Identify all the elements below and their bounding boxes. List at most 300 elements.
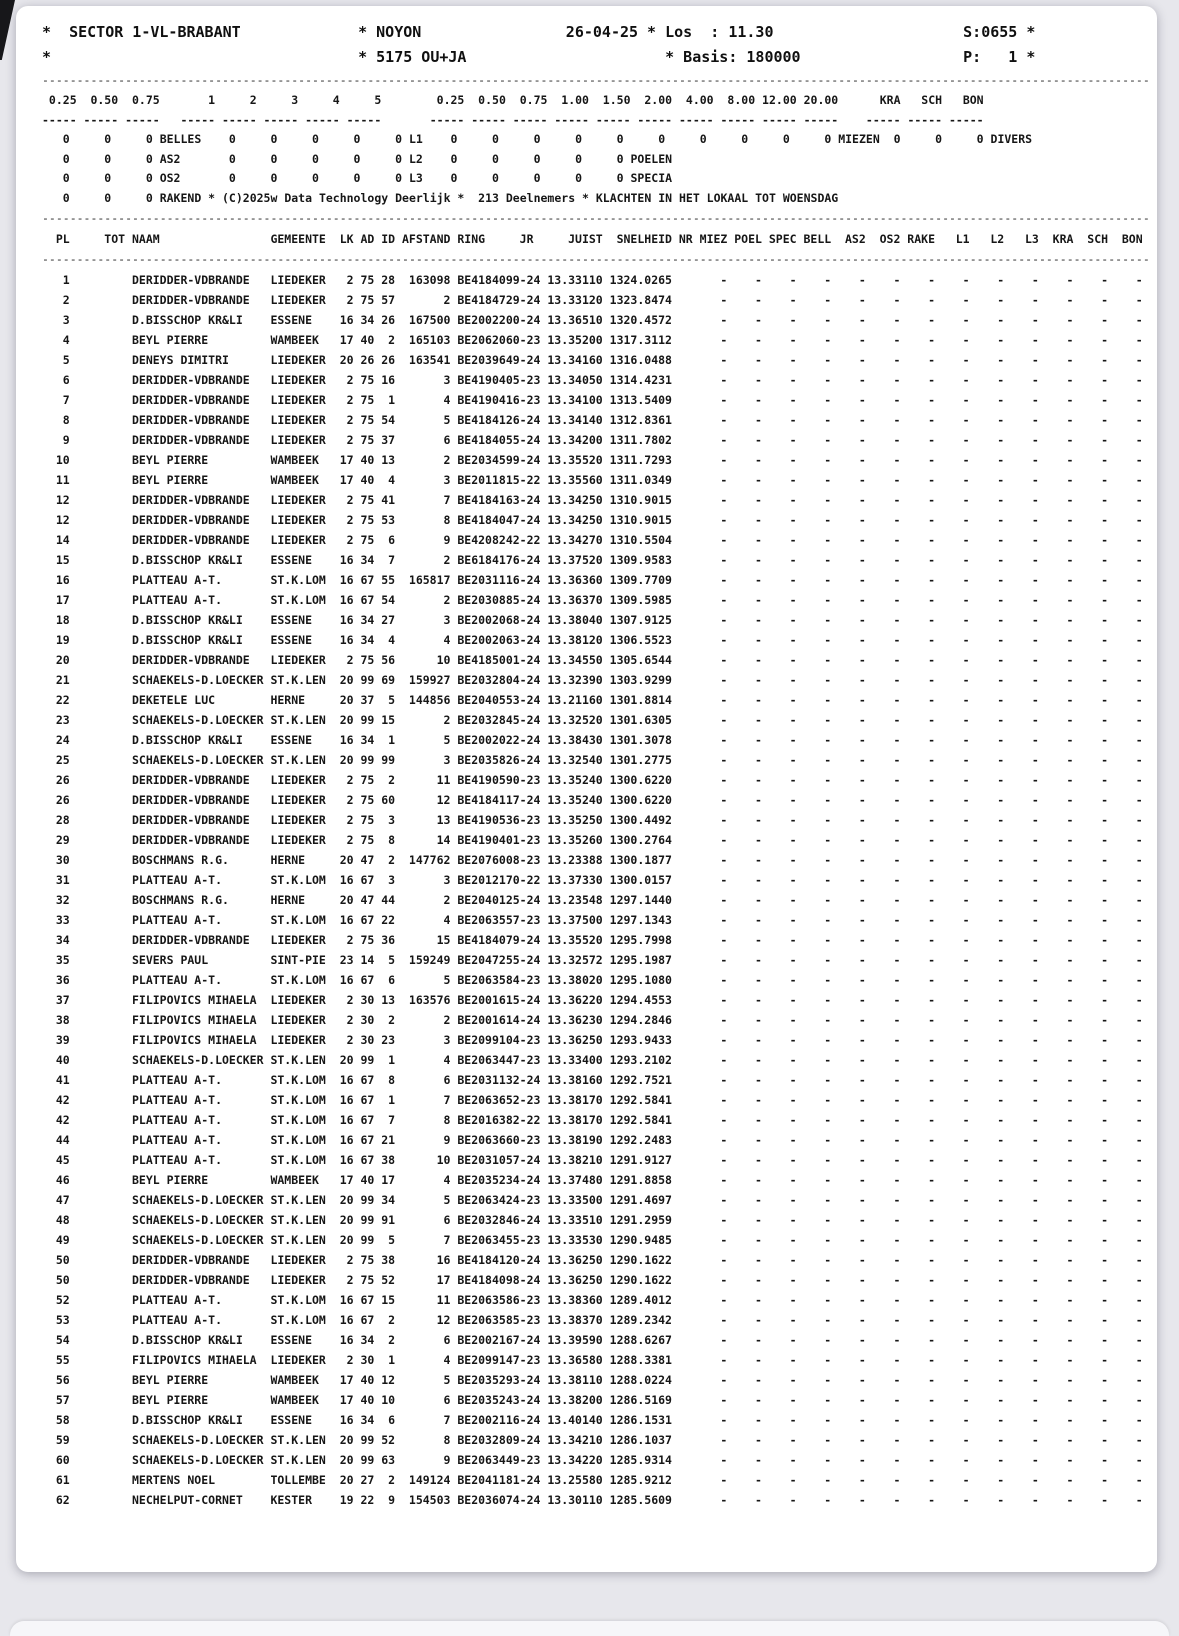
cell-bon: -: [1135, 873, 1143, 887]
cell-poel: -: [755, 373, 762, 387]
cell-bell: -: [824, 1353, 832, 1367]
cell-bell: -: [824, 893, 832, 907]
pools-line-rakend-notice: 0 0 0 RAKEND * (C)2025w Data Technology Deerlijk * 213 Deelnemers * KLACHTEN IN HET LOKAAL TOT WOENSDAG: [42, 190, 839, 205]
cell-id: 8: [388, 833, 396, 847]
cell-jr: -23: [519, 1133, 541, 1147]
cell-os2: -: [893, 1093, 901, 1107]
cell-rake: -: [928, 753, 935, 767]
cell-as2: -: [858, 993, 866, 1007]
cell-as2: -: [858, 313, 866, 327]
cell-juist: 13.32572: [547, 953, 603, 967]
cell-poel: -: [755, 1113, 762, 1127]
cell-ad: 67: [360, 1293, 375, 1307]
cell-id: 53: [381, 513, 396, 527]
cell-jr: -23: [519, 833, 541, 847]
cell-bell: -: [824, 713, 832, 727]
cell-spec: -: [789, 773, 797, 787]
cell-afstand: 5: [443, 733, 451, 747]
cell-afstand: 2: [443, 1013, 451, 1027]
cell-miez: -: [720, 973, 728, 987]
cell-nr: [672, 830, 693, 850]
cell-bell: -: [824, 1313, 832, 1327]
cell-l2: -: [997, 1253, 1005, 1267]
cell-ring: BE2099104: [450, 1033, 520, 1047]
cell-sch: -: [1101, 1373, 1109, 1387]
cell-gemeente: LIEDEKER: [270, 653, 326, 667]
cell-os2: -: [893, 453, 901, 467]
result-row: [42, 1430, 1157, 1450]
cell-rake: -: [928, 1333, 935, 1347]
cell-kra: -: [1066, 373, 1074, 387]
cell-id: 23: [381, 1033, 396, 1047]
cell-id: 1: [388, 393, 396, 407]
cell-os2: -: [893, 653, 901, 667]
cell-os2: -: [893, 1233, 901, 1247]
cell-gemeente: KESTER: [270, 1493, 312, 1507]
cell-spec: -: [789, 1073, 797, 1087]
cell-juist: 13.35250: [547, 813, 603, 827]
cell-l3: -: [1031, 1173, 1039, 1187]
cell-l3: -: [1031, 1473, 1039, 1487]
cell-jr: -24: [519, 553, 541, 567]
cell-ring: BE2011815: [450, 473, 520, 487]
cell-juist: 13.38210: [547, 1153, 603, 1167]
cell-snelheid: 1311.0349: [609, 473, 672, 487]
cell-juist: 13.34140: [547, 413, 603, 427]
cell-afstand: 3: [443, 373, 451, 387]
cell-l1: -: [962, 1393, 970, 1407]
cell-id: 15: [381, 713, 396, 727]
cell-poel: -: [755, 353, 762, 367]
cell-l2: -: [997, 453, 1005, 467]
cell-tot: [70, 1490, 125, 1510]
cell-l1: -: [962, 353, 970, 367]
cell-juist: 13.36220: [547, 993, 603, 1007]
cell-miez: -: [720, 773, 728, 787]
cell-bon: -: [1135, 753, 1143, 767]
cell-l3: -: [1031, 513, 1039, 527]
cell-poel: -: [755, 393, 762, 407]
cell-bon: -: [1135, 853, 1143, 867]
cell-poel: -: [755, 293, 762, 307]
cell-bell: -: [824, 473, 832, 487]
cell-bon: BON: [1121, 232, 1143, 246]
cell-as2: -: [858, 833, 866, 847]
cell-jr: -23: [519, 1453, 541, 1467]
cell-juist: 13.37330: [547, 873, 603, 887]
cell-sch: -: [1101, 1473, 1109, 1487]
result-row: [42, 1230, 1157, 1250]
cell-kra: -: [1066, 1353, 1074, 1367]
cell-id: 54: [381, 593, 396, 607]
cell-juist: 13.33110: [547, 273, 603, 287]
cell-juist: 13.35260: [547, 833, 603, 847]
cell-pl: 61: [55, 1473, 70, 1487]
cell-snelheid: 1285.9212: [609, 1473, 672, 1487]
cell-miez: -: [720, 373, 728, 387]
cell-poel: -: [755, 733, 762, 747]
cell-os2: -: [893, 373, 901, 387]
result-row: [42, 270, 1157, 290]
cell-lk: 20: [339, 713, 354, 727]
result-row: [42, 770, 1157, 790]
cell-l2: -: [997, 693, 1005, 707]
cell-ad: 67: [360, 1133, 375, 1147]
cell-nr: [672, 410, 693, 430]
cell-os2: -: [893, 993, 901, 1007]
cell-nr: [672, 590, 693, 610]
cell-pl: 4: [62, 333, 70, 347]
cell-tot: [70, 1010, 125, 1030]
result-row: [42, 1290, 1157, 1310]
cell-jr: -23: [519, 1033, 541, 1047]
cell-nr: [672, 1390, 693, 1410]
cell-miez: -: [720, 473, 728, 487]
cell-bon: -: [1135, 973, 1143, 987]
cell-ad: 30: [360, 1013, 375, 1027]
cell-spec: -: [789, 1413, 797, 1427]
cell-l1: -: [962, 293, 970, 307]
cell-ring: BE6184176: [450, 553, 520, 567]
cell-jr: -23: [519, 1293, 541, 1307]
cell-rake: RAKE: [907, 232, 935, 246]
cell-ring: BE2002068: [450, 613, 520, 627]
cell-as2: -: [858, 1053, 866, 1067]
cell-l1: -: [962, 1093, 970, 1107]
cell-juist: 13.35240: [547, 793, 603, 807]
cell-kra: -: [1066, 513, 1074, 527]
cell-rake: -: [928, 273, 935, 287]
cell-tot: [70, 370, 125, 390]
cell-gemeente: WAMBEEK: [270, 1173, 319, 1187]
pools-line-os2: 0 0 0 OS2 0 0 0 0 0 L3 0 0 0 0 0 SPECIA: [42, 171, 673, 185]
cell-l2: -: [997, 513, 1005, 527]
cell-snelheid: 1289.4012: [609, 1293, 672, 1307]
cell-jr: -22: [519, 533, 541, 547]
cell-l2: -: [997, 713, 1005, 727]
cell-gemeente: LIEDEKER: [270, 1253, 326, 1267]
cell-sch: -: [1101, 913, 1109, 927]
result-row: [42, 990, 1157, 1010]
cell-snelheid: 1309.7709: [609, 573, 672, 587]
cell-jr: -23: [519, 973, 541, 987]
cell-l1: -: [962, 913, 970, 927]
cell-bon: -: [1135, 1073, 1143, 1087]
cell-ad: 75: [360, 1253, 375, 1267]
cell-ring: BE4184047: [450, 513, 520, 527]
cell-jr: -24: [519, 993, 541, 1007]
cell-as2: -: [858, 393, 866, 407]
cell-id: 5: [388, 693, 396, 707]
cell-ring: BE4184120: [450, 1253, 520, 1267]
cell-lk: 2: [346, 493, 354, 507]
cell-spec: -: [789, 413, 797, 427]
cell-poel: -: [755, 1453, 762, 1467]
cell-afstand: 8: [443, 513, 451, 527]
cell-pl: 57: [55, 1393, 70, 1407]
cell-juist: 13.34210: [547, 1433, 603, 1447]
cell-id: 7: [388, 553, 396, 567]
cell-sch: -: [1101, 833, 1109, 847]
cell-pl: 60: [55, 1453, 70, 1467]
cell-l3: -: [1031, 1273, 1039, 1287]
cell-id: 91: [381, 1213, 396, 1227]
cell-lk: 20: [339, 893, 354, 907]
cell-l3: L3: [1024, 232, 1039, 246]
cell-as2: -: [858, 673, 866, 687]
cell-spec: -: [789, 1453, 797, 1467]
cell-juist: 13.33400: [547, 1053, 603, 1067]
cell-nr: [672, 430, 693, 450]
cell-afstand: 163541: [408, 353, 451, 367]
cell-l2: -: [997, 893, 1005, 907]
cell-kra: -: [1066, 953, 1074, 967]
cell-snelheid: 1314.4231: [609, 373, 672, 387]
cell-gemeente: HERNE: [270, 893, 306, 907]
result-row: [42, 1030, 1157, 1050]
cell-l3: -: [1031, 393, 1039, 407]
cell-as2: -: [858, 1153, 866, 1167]
cell-l2: -: [997, 1453, 1005, 1467]
result-row: [42, 790, 1157, 810]
cell-kra: -: [1066, 773, 1074, 787]
cell-sch: -: [1101, 393, 1109, 407]
cell-snelheid: 1309.9583: [609, 553, 672, 567]
cell-tot: [70, 730, 125, 750]
cell-tot: [70, 390, 125, 410]
cell-sch: -: [1101, 773, 1109, 787]
cell-bon: -: [1135, 1273, 1143, 1287]
cell-naam: D.BISSCHOP KR&LI: [125, 1413, 243, 1427]
cell-as2: -: [858, 953, 866, 967]
cell-os2: -: [893, 553, 901, 567]
cell-snelheid: 1291.4697: [609, 1193, 672, 1207]
cell-os2: -: [893, 733, 901, 747]
cell-l2: -: [997, 993, 1005, 1007]
cell-snelheid: 1300.2764: [609, 833, 672, 847]
cell-bell: -: [824, 993, 832, 1007]
cell-bell: -: [824, 553, 832, 567]
cell-l3: -: [1031, 293, 1039, 307]
cell-poel: -: [755, 833, 762, 847]
cell-jr: -24: [519, 653, 541, 667]
cell-gemeente: ESSENE: [270, 733, 312, 747]
cell-gemeente: LIEDEKER: [270, 813, 326, 827]
cell-jr: -24: [519, 793, 541, 807]
cell-rake: -: [928, 513, 935, 527]
cell-bon: -: [1135, 813, 1143, 827]
cell-snelheid: 1320.4572: [609, 313, 672, 327]
cell-snelheid: 1290.1622: [609, 1253, 672, 1267]
cell-nr: [672, 750, 693, 770]
cell-ring: BE2032846: [450, 1213, 520, 1227]
cell-jr: -22: [519, 873, 541, 887]
cell-l2: -: [997, 333, 1005, 347]
cell-afstand: 2: [443, 713, 451, 727]
cell-ad: 75: [360, 833, 375, 847]
cell-kra: -: [1066, 913, 1074, 927]
cell-as2: -: [858, 613, 866, 627]
cell-l2: -: [997, 493, 1005, 507]
cell-naam: D.BISSCHOP KR&LI: [125, 313, 243, 327]
cell-poel: -: [755, 773, 762, 787]
cell-spec: -: [789, 873, 797, 887]
cell-jr: -24: [519, 613, 541, 627]
cell-lk: 16: [339, 633, 354, 647]
cell-id: 57: [381, 293, 396, 307]
cell-bon: -: [1135, 1313, 1143, 1327]
cell-os2: -: [893, 1433, 901, 1447]
cell-id: 15: [381, 1293, 396, 1307]
result-row: [42, 910, 1157, 930]
cell-bell: -: [824, 1053, 832, 1067]
cell-bon: -: [1135, 593, 1143, 607]
cell-poel: -: [755, 1153, 762, 1167]
cell-lk: 17: [339, 1173, 354, 1187]
cell-spec: -: [789, 1473, 797, 1487]
cell-gemeente: ESSENE: [270, 633, 312, 647]
cell-afstand: 2: [443, 593, 451, 607]
cell-l1: -: [962, 373, 970, 387]
cell-miez: -: [720, 533, 728, 547]
cell-tot: [70, 1090, 125, 1110]
cell-l2: -: [997, 1313, 1005, 1327]
cell-naam: D.BISSCHOP KR&LI: [125, 553, 243, 567]
cell-l3: -: [1031, 653, 1039, 667]
cell-lk: 2: [346, 373, 354, 387]
cell-as2: -: [858, 1293, 866, 1307]
cell-rake: -: [928, 1393, 935, 1407]
cell-rake: -: [928, 1273, 935, 1287]
cell-id: 13: [381, 453, 396, 467]
cell-nr: [672, 1150, 693, 1170]
cell-bon: -: [1135, 933, 1143, 947]
cell-gemeente: ESSENE: [270, 1333, 312, 1347]
cell-jr: -24: [519, 633, 541, 647]
cell-spec: -: [789, 1373, 797, 1387]
cell-juist: 13.32390: [547, 673, 603, 687]
cell-bon: -: [1135, 1213, 1143, 1227]
cell-ring: BE2001614: [450, 1013, 520, 1027]
cell-afstand: 12: [436, 1313, 451, 1327]
cell-tot: [70, 870, 125, 890]
cell-l1: -: [962, 273, 970, 287]
cell-l3: -: [1031, 913, 1039, 927]
cell-bell: -: [824, 1013, 832, 1027]
cell-pl: 62: [55, 1493, 70, 1507]
cell-ad: 75: [360, 393, 375, 407]
cell-naam: BOSCHMANS R.G.: [125, 853, 229, 867]
report-page: [16, 6, 1157, 1572]
cell-lk: 16: [339, 973, 354, 987]
cell-gemeente: ST.K.LEN: [270, 753, 326, 767]
cell-kra: -: [1066, 1373, 1074, 1387]
cell-sch: -: [1101, 1233, 1109, 1247]
cell-bon: -: [1135, 693, 1143, 707]
cell-id: 56: [381, 653, 396, 667]
cell-miez: -: [720, 573, 728, 587]
cell-tot: [70, 470, 125, 490]
cell-pl: 7: [62, 393, 70, 407]
cell-nr: [672, 790, 693, 810]
cell-os2: -: [893, 573, 901, 587]
cell-juist: 13.38190: [547, 1133, 603, 1147]
cell-naam: SCHAEKELS-D.LOECKER: [125, 753, 264, 767]
cell-jr: -24: [519, 733, 541, 747]
cell-bon: -: [1135, 373, 1143, 387]
cell-lk: LK: [339, 232, 354, 246]
cell-naam: PLATTEAU A-T.: [125, 1093, 222, 1107]
cell-ad: 99: [360, 1453, 375, 1467]
cell-ad: 34: [360, 1333, 375, 1347]
cell-id: 8: [388, 1073, 396, 1087]
cell-poel: -: [755, 413, 762, 427]
cell-kra: -: [1066, 1493, 1074, 1507]
cell-lk: 17: [339, 1393, 354, 1407]
cell-spec: -: [789, 293, 797, 307]
cell-l3: -: [1031, 453, 1039, 467]
cell-as2: -: [858, 1273, 866, 1287]
cell-naam: DERIDDER-VDBRANDE: [125, 513, 250, 527]
cell-ring: BE4190536: [450, 813, 520, 827]
result-row: [42, 1490, 1157, 1510]
cell-as2: -: [858, 453, 866, 467]
cell-ring: BE2031116: [450, 573, 520, 587]
cell-naam: BEYL PIERRE: [125, 333, 209, 347]
cell-id: 6: [388, 1413, 396, 1427]
table-header-row: [42, 229, 1157, 249]
cell-bell: -: [824, 673, 832, 687]
cell-os2: -: [893, 1133, 901, 1147]
cell-afstand: 9: [443, 1453, 451, 1467]
cell-bell: -: [824, 453, 832, 467]
cell-l2: -: [997, 1213, 1005, 1227]
cell-jr: -24: [519, 293, 541, 307]
cell-lk: 16: [339, 613, 354, 627]
cell-as2: -: [858, 573, 866, 587]
cell-l2: -: [997, 1473, 1005, 1487]
cell-snelheid: 1295.1987: [609, 953, 672, 967]
cell-miez: -: [720, 993, 728, 1007]
cell-snelheid: 1306.5523: [609, 633, 672, 647]
cell-rake: -: [928, 1293, 935, 1307]
cell-l1: L1: [955, 232, 970, 246]
cell-os2: -: [893, 533, 901, 547]
cell-jr: -24: [519, 1253, 541, 1267]
cell-ring: BE2063449: [450, 1453, 520, 1467]
cell-tot: [70, 1030, 125, 1050]
cell-afstand: 4: [443, 633, 451, 647]
cell-id: 7: [388, 1113, 396, 1127]
cell-bon: -: [1135, 953, 1143, 967]
cell-as2: -: [858, 1253, 866, 1267]
cell-l2: -: [997, 773, 1005, 787]
cell-juist: 13.38170: [547, 1113, 603, 1127]
cell-spec: -: [789, 533, 797, 547]
cell-l2: -: [997, 433, 1005, 447]
cell-kra: -: [1066, 453, 1074, 467]
cell-l2: -: [997, 1413, 1005, 1427]
cell-kra: -: [1066, 1093, 1074, 1107]
cell-os2: -: [893, 1393, 901, 1407]
cell-afstand: 12: [436, 793, 451, 807]
cell-juist: 13.36370: [547, 593, 603, 607]
cell-bon: -: [1135, 1453, 1143, 1467]
cell-naam: BEYL PIERRE: [125, 1173, 209, 1187]
cell-sch: -: [1101, 1173, 1109, 1187]
cell-bell: -: [824, 1333, 832, 1347]
cell-pl: 41: [55, 1073, 70, 1087]
